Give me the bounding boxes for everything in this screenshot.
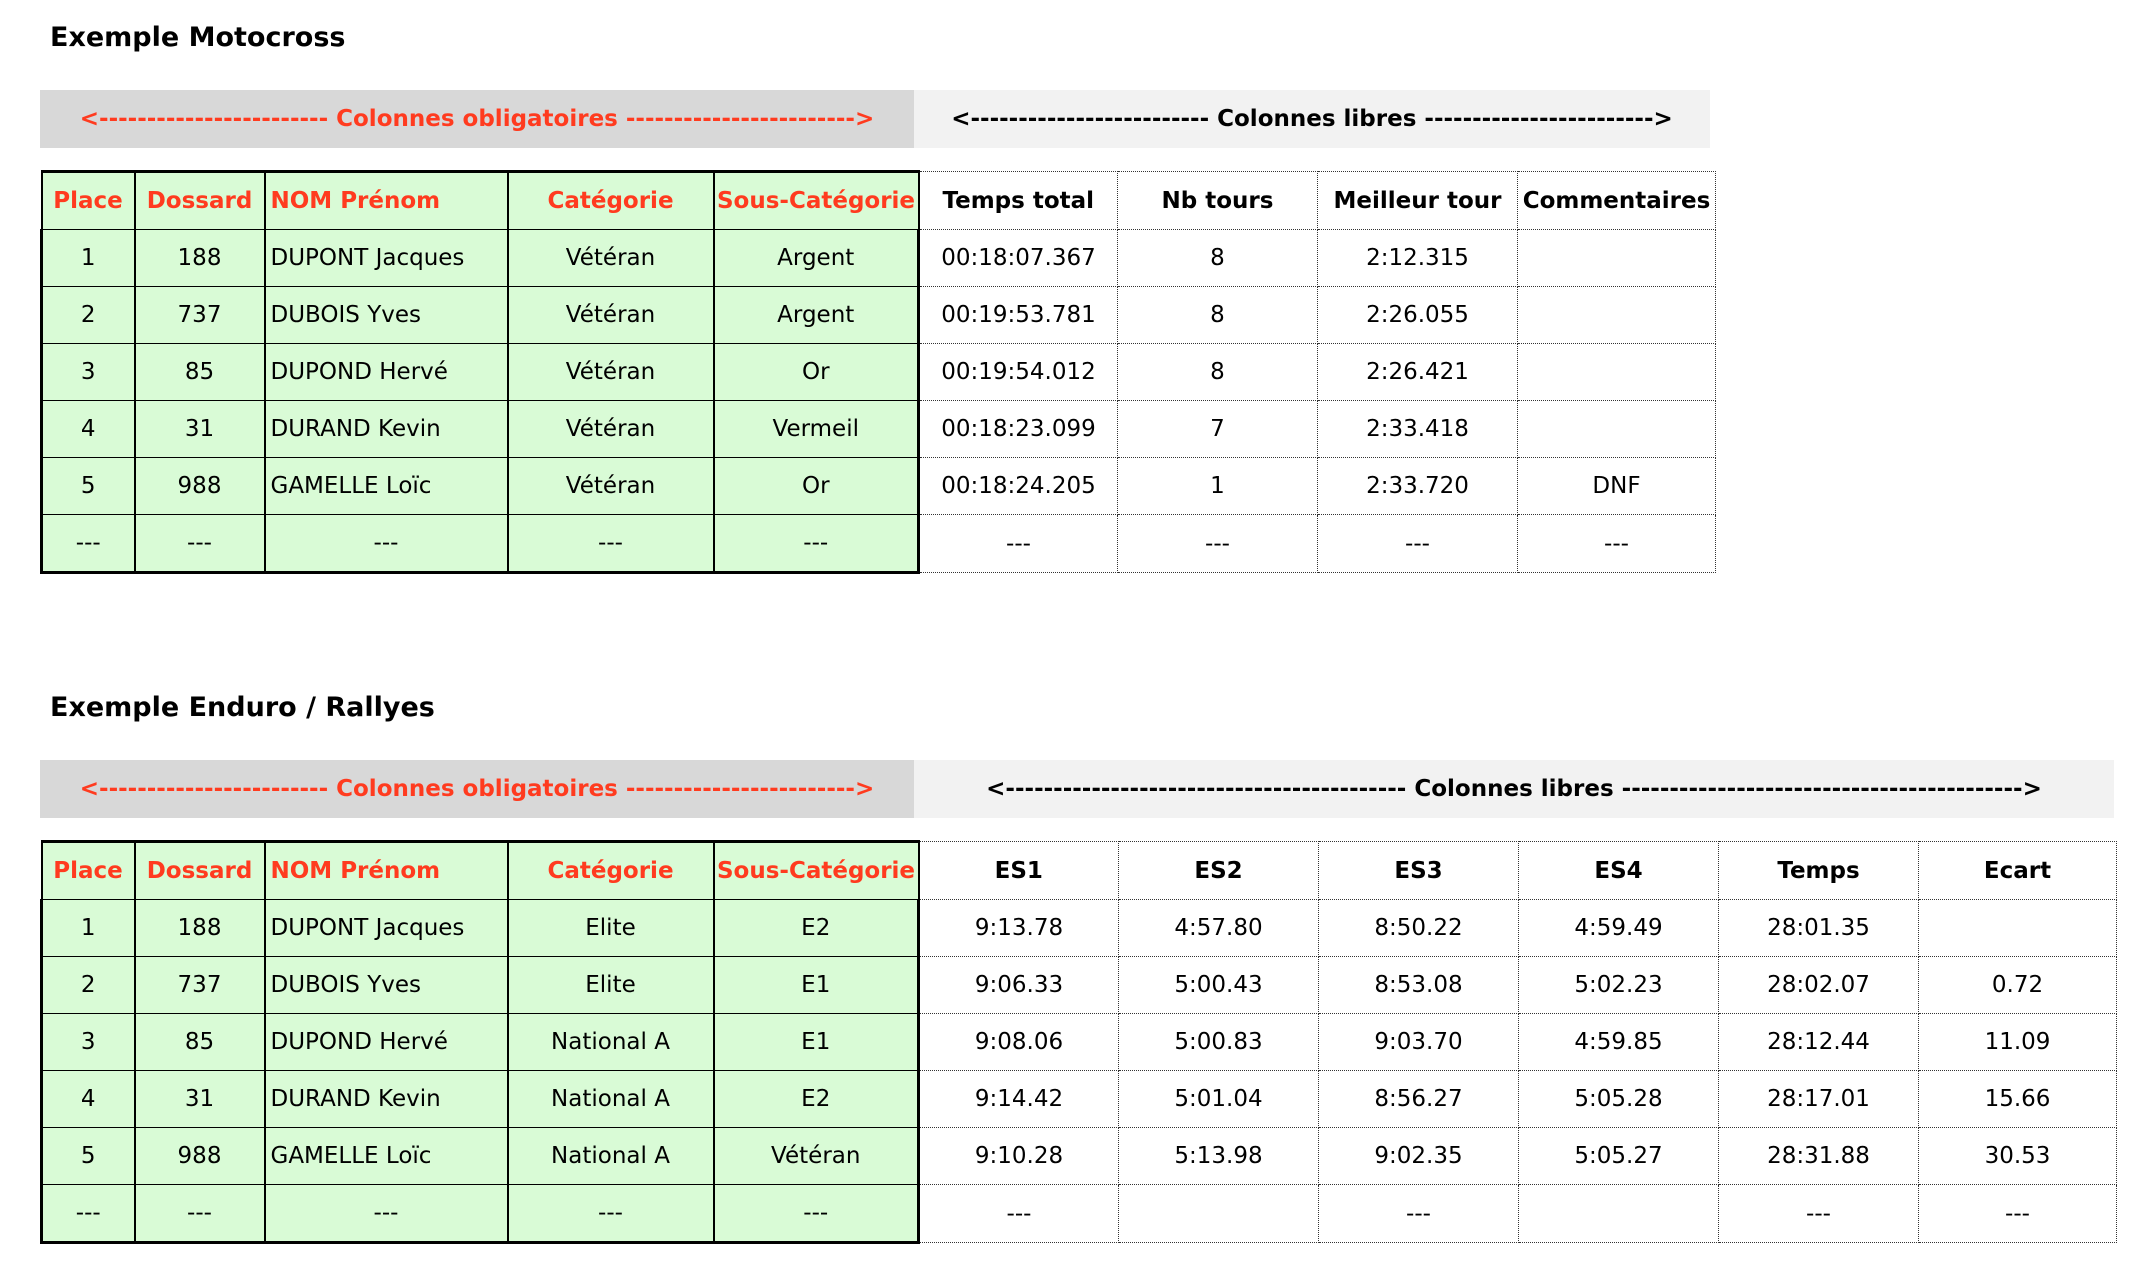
table-cell: 31 — [135, 401, 265, 458]
table-cell — [1519, 1185, 1719, 1243]
table-cell: --- — [265, 1185, 508, 1243]
table-cell: National A — [508, 1128, 714, 1185]
table-cell: --- — [1719, 1185, 1919, 1243]
column-header: Place — [42, 172, 135, 230]
table-cell: Vétéran — [508, 230, 714, 287]
table-cell: 8:56.27 — [1319, 1071, 1519, 1128]
table-cell: 5:01.04 — [1119, 1071, 1319, 1128]
table-cell: 9:10.28 — [919, 1128, 1119, 1185]
table-cell: 28:01.35 — [1719, 900, 1919, 957]
table-cell: 2:26.421 — [1318, 344, 1518, 401]
table-cell: Vermeil — [714, 401, 919, 458]
table-cell: E1 — [714, 957, 919, 1014]
table-cell: 85 — [135, 1014, 265, 1071]
table-cell: --- — [1318, 515, 1518, 573]
motocross-title: Exemple Motocross — [50, 22, 346, 53]
table-cell: 8:50.22 — [1319, 900, 1519, 957]
table-row — [42, 230, 1716, 287]
table-cell: 8:53.08 — [1319, 957, 1519, 1014]
table-cell: 988 — [135, 1128, 265, 1185]
table-cell: --- — [1118, 515, 1318, 573]
table-cell: 31 — [135, 1071, 265, 1128]
table-cell: 5:02.23 — [1519, 957, 1719, 1014]
table-cell: 4:57.80 — [1119, 900, 1319, 957]
table-cell: Argent — [714, 230, 919, 287]
table-cell: 9:06.33 — [919, 957, 1119, 1014]
table-cell: 737 — [135, 957, 265, 1014]
table-cell — [1518, 287, 1716, 344]
table-cell: 8 — [1118, 230, 1318, 287]
table-cell: DUPOND Hervé — [265, 344, 508, 401]
table-cell: 8 — [1118, 344, 1318, 401]
table-cell: Vétéran — [714, 1128, 919, 1185]
table-row — [42, 344, 1716, 401]
table-cell: 9:14.42 — [919, 1071, 1119, 1128]
column-header: Catégorie — [508, 172, 714, 230]
column-header: Ecart — [1919, 842, 2117, 900]
column-header: Commentaires — [1518, 172, 1716, 230]
table-cell: --- — [42, 515, 135, 573]
table-cell: DUBOIS Yves — [265, 287, 508, 344]
table-row — [42, 458, 1716, 515]
table-cell: 1 — [1118, 458, 1318, 515]
column-header: Meilleur tour — [1318, 172, 1518, 230]
table-cell: --- — [1319, 1185, 1519, 1243]
column-header: NOM Prénom — [265, 842, 508, 900]
table-cell: Elite — [508, 957, 714, 1014]
table-cell: 5:13.98 — [1119, 1128, 1319, 1185]
table-cell: 28:31.88 — [1719, 1128, 1919, 1185]
table-cell: GAMELLE Loïc — [265, 1128, 508, 1185]
table-cell: 3 — [42, 344, 135, 401]
table-cell: E2 — [714, 1071, 919, 1128]
table-cell: 30.53 — [1919, 1128, 2117, 1185]
table-cell: DUPOND Hervé — [265, 1014, 508, 1071]
table-cell — [1518, 401, 1716, 458]
table-cell: 11.09 — [1919, 1014, 2117, 1071]
table-cell: 5:00.83 — [1119, 1014, 1319, 1071]
column-header: Dossard — [135, 172, 265, 230]
banner-free-columns: <------------------------- Colonnes libres ------------------------> — [914, 90, 1710, 148]
column-header: Sous-Catégorie — [714, 172, 919, 230]
table-cell: --- — [714, 1185, 919, 1243]
table-cell: DURAND Kevin — [265, 401, 508, 458]
table-cell: 2 — [42, 957, 135, 1014]
table-cell: 9:02.35 — [1319, 1128, 1519, 1185]
table-row — [42, 1128, 2117, 1185]
table-row — [42, 1185, 2117, 1243]
column-header: ES3 — [1319, 842, 1519, 900]
table-row — [42, 957, 2117, 1014]
table-cell: 2:33.418 — [1318, 401, 1518, 458]
table-cell: 5:00.43 — [1119, 957, 1319, 1014]
table-cell: Or — [714, 458, 919, 515]
table-cell: 188 — [135, 900, 265, 957]
enduro-results-table — [40, 840, 2117, 1244]
table-cell: 1 — [42, 900, 135, 957]
table-cell: --- — [135, 1185, 265, 1243]
table-row — [42, 1071, 2117, 1128]
table-cell: Elite — [508, 900, 714, 957]
banner-required-columns: <------------------------ Colonnes obligatoires ------------------------> — [40, 760, 914, 818]
table-cell: 28:02.07 — [1719, 957, 1919, 1014]
table-cell: 2:12.315 — [1318, 230, 1518, 287]
table-cell: 28:12.44 — [1719, 1014, 1919, 1071]
table-cell: 4 — [42, 1071, 135, 1128]
table-cell: Argent — [714, 287, 919, 344]
table-cell: 2 — [42, 287, 135, 344]
table-cell: --- — [714, 515, 919, 573]
table-cell: 2:33.720 — [1318, 458, 1518, 515]
table-cell: DUPONT Jacques — [265, 230, 508, 287]
column-header: Sous-Catégorie — [714, 842, 919, 900]
table-cell: 1 — [42, 230, 135, 287]
table-cell: 5 — [42, 458, 135, 515]
table-cell — [1119, 1185, 1319, 1243]
table-cell: National A — [508, 1071, 714, 1128]
table-cell: 737 — [135, 287, 265, 344]
table-cell: Or — [714, 344, 919, 401]
header-row — [42, 842, 2117, 900]
table-cell: Vétéran — [508, 287, 714, 344]
table-cell: DUPONT Jacques — [265, 900, 508, 957]
table-cell: --- — [508, 515, 714, 573]
table-cell: 00:19:54.012 — [919, 344, 1118, 401]
table-cell: --- — [265, 515, 508, 573]
column-header: Temps — [1719, 842, 1919, 900]
table-cell: 0.72 — [1919, 957, 2117, 1014]
column-header: Temps total — [919, 172, 1118, 230]
table-row — [42, 401, 1716, 458]
table-cell: --- — [135, 515, 265, 573]
table-row — [42, 900, 2117, 957]
table-cell — [1518, 344, 1716, 401]
table-cell — [1919, 900, 2117, 957]
table-cell: Vétéran — [508, 458, 714, 515]
table-cell: 5:05.27 — [1519, 1128, 1719, 1185]
table-cell: 3 — [42, 1014, 135, 1071]
table-cell: --- — [508, 1185, 714, 1243]
table-cell: GAMELLE Loïc — [265, 458, 508, 515]
table-cell: 188 — [135, 230, 265, 287]
table-cell: --- — [1518, 515, 1716, 573]
column-header: Catégorie — [508, 842, 714, 900]
header-row — [42, 172, 1716, 230]
table-cell: --- — [1919, 1185, 2117, 1243]
table-cell: 00:18:23.099 — [919, 401, 1118, 458]
table-cell: 85 — [135, 344, 265, 401]
table-cell: DURAND Kevin — [265, 1071, 508, 1128]
table-cell: 00:18:07.367 — [919, 230, 1118, 287]
table-cell: 7 — [1118, 401, 1318, 458]
column-header: Nb tours — [1118, 172, 1318, 230]
table-row — [42, 287, 1716, 344]
column-header: NOM Prénom — [265, 172, 508, 230]
enduro-title: Exemple Enduro / Rallyes — [50, 692, 435, 723]
column-header: ES4 — [1519, 842, 1719, 900]
table-cell: 8 — [1118, 287, 1318, 344]
table-cell: E2 — [714, 900, 919, 957]
table-cell: 9:08.06 — [919, 1014, 1119, 1071]
table-cell: DNF — [1518, 458, 1716, 515]
table-cell: 15.66 — [1919, 1071, 2117, 1128]
banner-required-columns: <------------------------ Colonnes obligatoires ------------------------> — [40, 90, 914, 148]
table-cell: DUBOIS Yves — [265, 957, 508, 1014]
column-header: Place — [42, 842, 135, 900]
table-cell: 9:13.78 — [919, 900, 1119, 957]
table-cell: 5:05.28 — [1519, 1071, 1719, 1128]
column-header: Dossard — [135, 842, 265, 900]
table-cell: 988 — [135, 458, 265, 515]
table-row — [42, 1014, 2117, 1071]
table-cell: 2:26.055 — [1318, 287, 1518, 344]
table-cell: Vétéran — [508, 344, 714, 401]
table-cell: Vétéran — [508, 401, 714, 458]
table-cell: E1 — [714, 1014, 919, 1071]
table-cell — [1518, 230, 1716, 287]
table-row — [42, 515, 1716, 573]
table-cell: 5 — [42, 1128, 135, 1185]
table-cell: 9:03.70 — [1319, 1014, 1519, 1071]
column-header: ES2 — [1119, 842, 1319, 900]
motocross-results-table — [40, 170, 1716, 574]
table-cell: 00:19:53.781 — [919, 287, 1118, 344]
table-cell: 28:17.01 — [1719, 1071, 1919, 1128]
table-cell: --- — [919, 515, 1118, 573]
banner-free-columns: <------------------------------------------ Colonnes libres ------------------------------------------> — [914, 760, 2114, 818]
table-cell: 4 — [42, 401, 135, 458]
table-cell: --- — [42, 1185, 135, 1243]
table-cell: --- — [919, 1185, 1119, 1243]
table-cell: 4:59.49 — [1519, 900, 1719, 957]
column-header: ES1 — [919, 842, 1119, 900]
table-cell: National A — [508, 1014, 714, 1071]
table-cell: 00:18:24.205 — [919, 458, 1118, 515]
table-cell: 4:59.85 — [1519, 1014, 1719, 1071]
